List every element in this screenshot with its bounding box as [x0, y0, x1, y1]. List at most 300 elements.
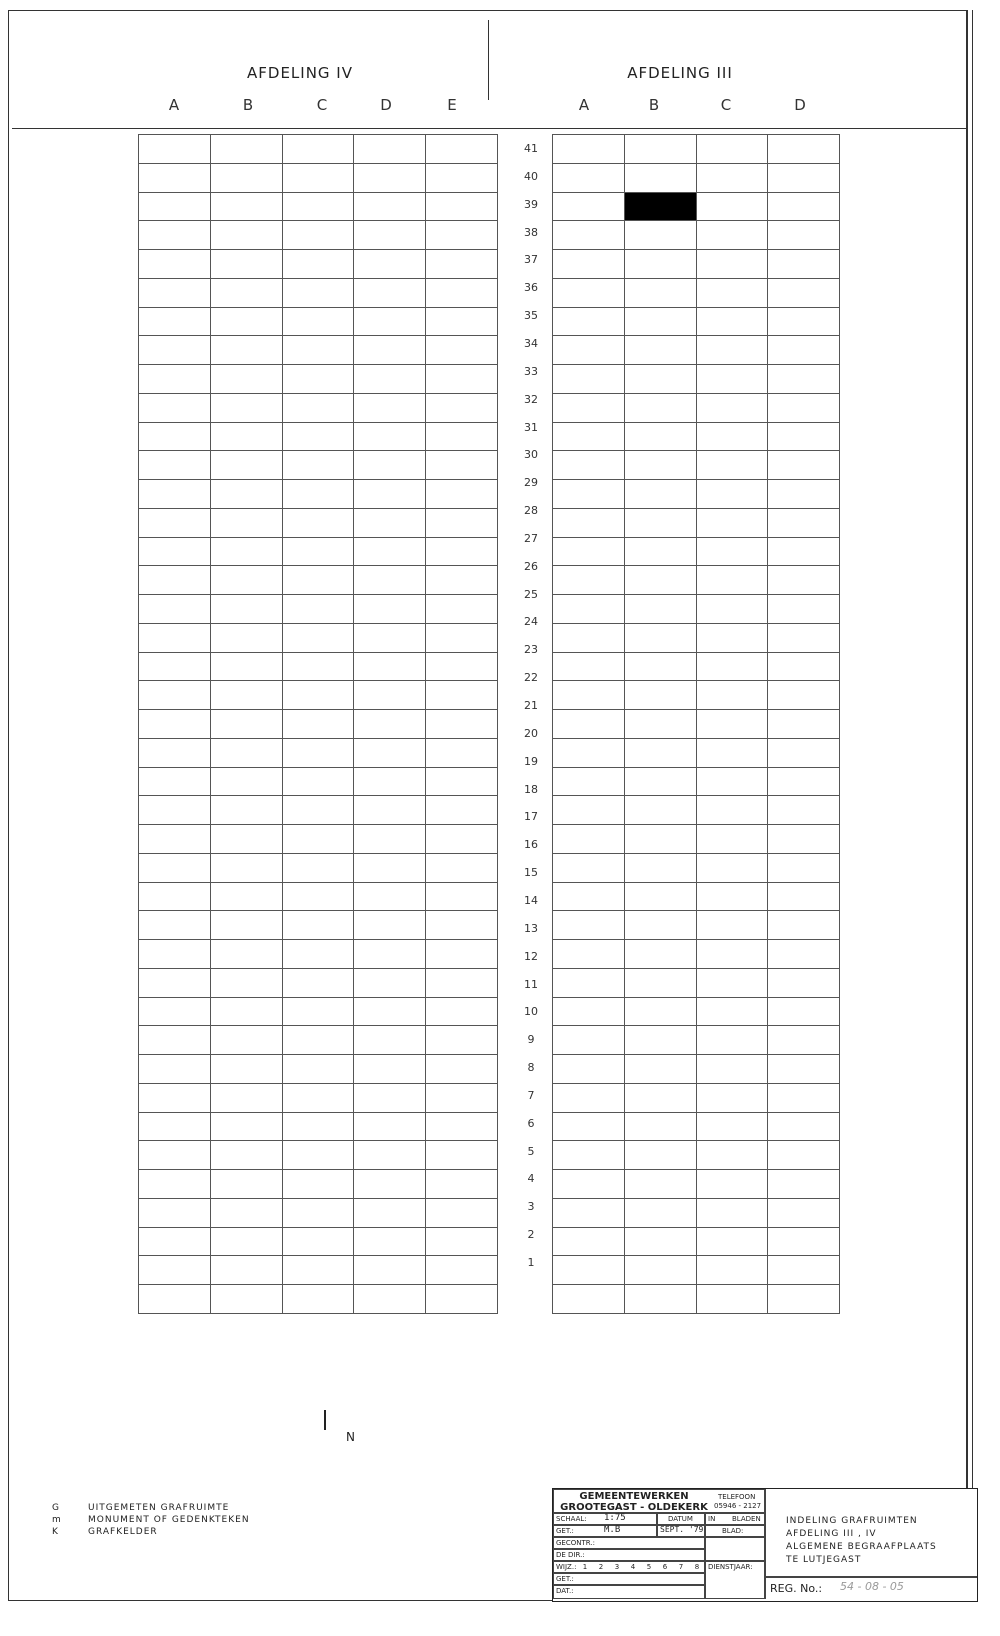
- afdeling-iii-row-17: [553, 825, 840, 854]
- afdeling-iv-plot-a-21: [139, 710, 211, 739]
- afdeling-iv-plot-a-34: [139, 336, 211, 365]
- afdeling-iii-plot-a-37: [553, 250, 625, 279]
- row-number-26: 26: [524, 559, 538, 573]
- afdeling-iii-row-10: [553, 1026, 840, 1055]
- afdeling-iv-plot-a-36: [139, 278, 211, 307]
- afdeling-iv-row-19: [139, 767, 498, 796]
- afdeling-iv-plot-d-29: [354, 480, 426, 509]
- afdeling-iii-plot-b-15: [624, 882, 696, 911]
- afdeling-iv-plot-d-40: [354, 163, 426, 192]
- afdeling-iv-plot-c-3: [282, 1227, 354, 1256]
- afdeling-iv-plot-d-10: [354, 1026, 426, 1055]
- afdeling-iii-row-3: [553, 1227, 840, 1256]
- afdeling-iv-plot-c-23: [282, 652, 354, 681]
- afdeling-iii-plot-d-31: [768, 422, 840, 451]
- row-number-29: 29: [524, 476, 538, 490]
- afdeling-iv-row-7: [139, 1112, 498, 1141]
- afdeling-iii-plot-c-10: [696, 1026, 768, 1055]
- afdeling-iv-row-1: [139, 1285, 498, 1314]
- afdeling-iv-plot-b-27: [210, 537, 282, 566]
- afdeling-iii-row-29: [553, 480, 840, 509]
- afdeling-iv-row-17: [139, 825, 498, 854]
- afdeling-iv-row-13: [139, 940, 498, 969]
- afdeling-iv-plot-c-7: [282, 1112, 354, 1141]
- afdeling-iii-row-2: [553, 1256, 840, 1285]
- afdeling-iii-plot-b-5: [624, 1170, 696, 1199]
- afdeling-iv-grid: [138, 134, 498, 1314]
- afdeling-iv-plot-a-33: [139, 365, 211, 394]
- afdeling-iii-plot-a-38: [553, 221, 625, 250]
- afdeling-iii-plot-a-5: [553, 1170, 625, 1199]
- wuz-label: WIJZ.:: [556, 1563, 577, 1571]
- afdeling-iv-plot-b-19: [210, 767, 282, 796]
- afdeling-iv-row-35: [139, 307, 498, 336]
- afdeling-iv-plot-b-28: [210, 508, 282, 537]
- afdeling-iii-row-33: [553, 365, 840, 394]
- afdeling-iv-plot-b-29: [210, 480, 282, 509]
- afdeling-iv-plot-b-23: [210, 652, 282, 681]
- afdeling-iv-plot-b-10: [210, 1026, 282, 1055]
- afdeling-iii-row-5: [553, 1170, 840, 1199]
- afdeling-iii-plot-c-31: [696, 422, 768, 451]
- afdeling-iii-row-39: [553, 192, 840, 221]
- row-number-22: 22: [524, 671, 538, 685]
- row-number-21: 21: [524, 699, 538, 712]
- afdeling-iv-plot-b-14: [210, 911, 282, 940]
- afdeling-iii-plot-c-27: [696, 537, 768, 566]
- afdeling-iv-plot-c-11: [282, 997, 354, 1026]
- wuz-number: 5: [646, 1563, 652, 1571]
- afdeling-iv-plot-a-27: [139, 537, 211, 566]
- afdeling-iii-plot-c-1: [696, 1285, 768, 1314]
- afdeling-iv-plot-e-26: [426, 566, 498, 595]
- afdeling-iv-plot-a-19: [139, 767, 211, 796]
- afdeling-iii-plot-a-14: [553, 911, 625, 940]
- company-name-line1: GEMEENTEWERKEN: [579, 1491, 689, 1502]
- row-number-25: 25: [524, 587, 538, 601]
- afdeling-iv-plot-e-15: [426, 882, 498, 911]
- afdeling-iii-plot-d-6: [768, 1141, 840, 1170]
- afdeling-iii-plot-a-12: [553, 968, 625, 997]
- afdeling-iii-plot-b-11: [624, 997, 696, 1026]
- afdeling-iv-plot-c-26: [282, 566, 354, 595]
- afdeling-iii-plot-c-35: [696, 307, 768, 336]
- afdeling-iv-plot-d-14: [354, 911, 426, 940]
- afdeling-iii-plot-a-20: [553, 738, 625, 767]
- afdeling-iii-plot-a-28: [553, 508, 625, 537]
- afdeling-iii-row-30: [553, 451, 840, 480]
- afdeling-iv-row-37: [139, 250, 498, 279]
- afdeling-iv-plot-a-17: [139, 825, 211, 854]
- afdeling-iv-row-4: [139, 1198, 498, 1227]
- afdeling-iii-plot-a-33: [553, 365, 625, 394]
- afdeling-iv-plot-e-14: [426, 911, 498, 940]
- afdeling-iv-plot-c-28: [282, 508, 354, 537]
- row-number-36: 36: [524, 281, 538, 295]
- afdeling-iii-plot-b-35: [624, 307, 696, 336]
- afdeling-iv-plot-b-5: [210, 1170, 282, 1199]
- afdeling-iv-plot-e-13: [426, 940, 498, 969]
- afdeling-iv-plot-c-40: [282, 163, 354, 192]
- afdeling-iii-plot-d-11: [768, 997, 840, 1026]
- afdeling-iv-plot-b-18: [210, 796, 282, 825]
- afdeling-iv-plot-e-4: [426, 1198, 498, 1227]
- afdeling-iv-plot-b-31: [210, 422, 282, 451]
- afdeling-iv-plot-b-39: [210, 192, 282, 221]
- afdeling-iv-plot-e-19: [426, 767, 498, 796]
- row-number-9: 9: [527, 1033, 535, 1047]
- row-number-20: 20: [524, 726, 538, 740]
- afdeling-iv-plot-c-10: [282, 1026, 354, 1055]
- afdeling-iii-plot-d-19: [768, 767, 840, 796]
- afdeling-iii-row-31: [553, 422, 840, 451]
- row-number-24: 24: [524, 615, 538, 629]
- afdeling-iv-row-27: [139, 537, 498, 566]
- dienstjaar-label: DIENSTJAAR:: [708, 1563, 753, 1571]
- blad-label: BLAD:: [722, 1527, 744, 1535]
- afdeling-iii-plot-b-40: [624, 163, 696, 192]
- afdeling-iv-plot-d-25: [354, 595, 426, 624]
- afdeling-iv-plot-b-11: [210, 997, 282, 1026]
- afdeling-iii-plot-c-17: [696, 825, 768, 854]
- afdeling-iv-plot-c-39: [282, 192, 354, 221]
- afdeling-iii-plot-a-25: [553, 595, 625, 624]
- afdeling-iv-plot-a-26: [139, 566, 211, 595]
- afdeling-iv-plot-b-21: [210, 710, 282, 739]
- afdeling-iv-plot-a-1: [139, 1285, 211, 1314]
- afdeling-iv-row-11: [139, 997, 498, 1026]
- afdeling-iii-plot-c-30: [696, 451, 768, 480]
- afdeling-iv-plot-d-27: [354, 537, 426, 566]
- afdeling-iv-plot-c-21: [282, 710, 354, 739]
- afdeling-iv-plot-d-13: [354, 940, 426, 969]
- title-block: [552, 1488, 978, 1602]
- afdeling-iv-plot-c-5: [282, 1170, 354, 1199]
- col-letter-iv-c: C: [316, 96, 328, 114]
- afdeling-iii-plot-b-8: [624, 1083, 696, 1112]
- afdeling-iv-plot-e-7: [426, 1112, 498, 1141]
- afdeling-iii-plot-d-32: [768, 393, 840, 422]
- afdeling-iv-plot-b-33: [210, 365, 282, 394]
- afdeling-iv-plot-b-22: [210, 681, 282, 710]
- afdeling-iv-row-15: [139, 882, 498, 911]
- afdeling-iii-plot-d-34: [768, 336, 840, 365]
- afdeling-iv-plot-e-31: [426, 422, 498, 451]
- afdeling-iv-plot-e-23: [426, 652, 498, 681]
- afdeling-iv-row-6: [139, 1141, 498, 1170]
- legend-symbol: K: [52, 1527, 59, 1537]
- afdeling-iii-plot-c-33: [696, 365, 768, 394]
- north-label: N: [346, 1430, 355, 1444]
- afdeling-iii-plot-d-37: [768, 250, 840, 279]
- afdeling-iii-plot-d-14: [768, 911, 840, 940]
- afdeling-iv-plot-a-25: [139, 595, 211, 624]
- afdeling-iii-plot-b-3: [624, 1227, 696, 1256]
- afdeling-iv-plot-c-38: [282, 221, 354, 250]
- legend-row-g: [52, 1502, 250, 1514]
- afdeling-iii-plot-d-24: [768, 623, 840, 652]
- reg-value: 54 - 08 - 05: [840, 1580, 904, 1593]
- afdeling-iv-plot-a-15: [139, 882, 211, 911]
- afdeling-iv-plot-e-21: [426, 710, 498, 739]
- afdeling-iii-plot-a-17: [553, 825, 625, 854]
- afdeling-iv-plot-e-9: [426, 1055, 498, 1084]
- afdeling-iv-plot-d-3: [354, 1227, 426, 1256]
- afdeling-iii-plot-b-34: [624, 336, 696, 365]
- afdeling-iii-plot-a-23: [553, 652, 625, 681]
- afdeling-iv-row-8: [139, 1083, 498, 1112]
- wuz-number: 6: [662, 1563, 668, 1571]
- afdeling-iii-plot-c-25: [696, 595, 768, 624]
- legend: [52, 1502, 250, 1538]
- afdeling-iv-row-21: [139, 710, 498, 739]
- afdeling-iii-plot-d-2: [768, 1256, 840, 1285]
- row-number-10: 10: [524, 1005, 538, 1019]
- row-number-7: 7: [527, 1088, 535, 1102]
- row-number-1: 1: [527, 1256, 535, 1269]
- afdeling-iv-plot-a-30: [139, 451, 211, 480]
- afdeling-iii-plot-b-20: [624, 738, 696, 767]
- afdeling-iv-plot-a-41: [139, 135, 211, 164]
- row-number-34: 34: [524, 336, 538, 350]
- afdeling-iv-plot-d-21: [354, 710, 426, 739]
- afdeling-iii-plot-b-32: [624, 393, 696, 422]
- afdeling-iii-plot-c-8: [696, 1083, 768, 1112]
- afdeling-iii-plot-d-41: [768, 135, 840, 164]
- afdeling-iii-row-36: [553, 278, 840, 307]
- afdeling-iii-plot-b-31: [624, 422, 696, 451]
- afdeling-iii-plot-d-10: [768, 1026, 840, 1055]
- afdeling-iii-plot-c-15: [696, 882, 768, 911]
- get-label: GET.:: [556, 1527, 574, 1535]
- afdeling-iv-row-25: [139, 595, 498, 624]
- afdeling-iv-plot-c-34: [282, 336, 354, 365]
- afdeling-iii-plot-a-2: [553, 1256, 625, 1285]
- afdeling-iii-row-37: [553, 250, 840, 279]
- afdeling-iii-plot-a-21: [553, 710, 625, 739]
- frame-right-border: [966, 10, 968, 1600]
- afdeling-iii-plot-a-27: [553, 537, 625, 566]
- afdeling-iii-plot-a-16: [553, 853, 625, 882]
- frame-left-border: [8, 10, 9, 1600]
- afdeling-iii-plot-b-27: [624, 537, 696, 566]
- afdeling-iii-row-22: [553, 681, 840, 710]
- afdeling-iii-plot-c-40: [696, 163, 768, 192]
- afdeling-iv-plot-d-38: [354, 221, 426, 250]
- afdeling-iv-row-22: [139, 681, 498, 710]
- afdeling-iv-plot-e-41: [426, 135, 498, 164]
- afdeling-iv-plot-e-33: [426, 365, 498, 394]
- afdeling-iv-plot-d-1: [354, 1285, 426, 1314]
- afdeling-iv-plot-a-18: [139, 796, 211, 825]
- row-number-35: 35: [524, 309, 538, 323]
- afdeling-iv-plot-b-9: [210, 1055, 282, 1084]
- legend-row-k: [52, 1526, 250, 1538]
- afdeling-iii-plot-d-20: [768, 738, 840, 767]
- afdeling-iv-plot-d-39: [354, 192, 426, 221]
- afdeling-iii-plot-c-14: [696, 911, 768, 940]
- afdeling-iv-plot-c-36: [282, 278, 354, 307]
- north-arrow-icon: [324, 1410, 326, 1430]
- afdeling-iv-plot-d-32: [354, 393, 426, 422]
- afdeling-iv-plot-e-17: [426, 825, 498, 854]
- afdeling-iv-plot-d-24: [354, 623, 426, 652]
- afdeling-iii-plot-d-21: [768, 710, 840, 739]
- in-cell: [705, 1513, 765, 1525]
- afdeling-iv-plot-a-6: [139, 1141, 211, 1170]
- afdeling-iv-plot-c-24: [282, 623, 354, 652]
- afdeling-iv-plot-d-2: [354, 1256, 426, 1285]
- afdeling-iii-row-40: [553, 163, 840, 192]
- afdeling-iv-plot-d-7: [354, 1112, 426, 1141]
- afdeling-iv-plot-a-8: [139, 1083, 211, 1112]
- afdeling-iii-row-19: [553, 767, 840, 796]
- afdeling-iii-plot-c-37: [696, 250, 768, 279]
- afdeling-iii-plot-b-16: [624, 853, 696, 882]
- row-number-23: 23: [524, 643, 538, 657]
- afdeling-iv-plot-e-40: [426, 163, 498, 192]
- afdeling-iii-plot-a-24: [553, 623, 625, 652]
- col-letter-iv-a: A: [168, 96, 180, 114]
- afdeling-iv-plot-b-13: [210, 940, 282, 969]
- schaal-value: 1:75: [604, 1513, 626, 1523]
- afdeling-iii-plot-d-36: [768, 278, 840, 307]
- afdeling-iii-plot-a-32: [553, 393, 625, 422]
- afdeling-iii-plot-d-22: [768, 681, 840, 710]
- row-number-8: 8: [527, 1061, 535, 1075]
- afdeling-iv-plot-c-22: [282, 681, 354, 710]
- legend-symbol: m: [52, 1515, 62, 1525]
- description-line-2: AFDELING III , IV: [786, 1529, 877, 1539]
- title-block-company-cell: [553, 1489, 765, 1513]
- afdeling-iii-plot-b-9: [624, 1055, 696, 1084]
- afdeling-iv-plot-e-20: [426, 738, 498, 767]
- afdeling-iv-plot-e-12: [426, 968, 498, 997]
- afdeling-iii-plot-b-10: [624, 1026, 696, 1055]
- afdeling-iv-plot-b-12: [210, 968, 282, 997]
- afdeling-iii-plot-c-34: [696, 336, 768, 365]
- afdeling-iii-row-27: [553, 537, 840, 566]
- row-number-31: 31: [524, 420, 538, 434]
- afdeling-iii-plot-d-29: [768, 480, 840, 509]
- col-letter-iv-b: B: [242, 96, 254, 114]
- afdeling-iii-plot-b-17: [624, 825, 696, 854]
- afdeling-iv-plot-e-30: [426, 451, 498, 480]
- afdeling-iii-plot-c-7: [696, 1112, 768, 1141]
- afdeling-iii-plot-a-34: [553, 336, 625, 365]
- afdeling-iii-plot-d-27: [768, 537, 840, 566]
- row-number-2: 2: [527, 1228, 535, 1242]
- wuz-cell: [553, 1561, 705, 1573]
- afdeling-iv-plot-b-38: [210, 221, 282, 250]
- afdeling-iv-plot-c-1: [282, 1285, 354, 1314]
- row-number-column: [516, 134, 546, 1276]
- afdeling-iv-plot-a-40: [139, 163, 211, 192]
- afdeling-iii-plot-a-31: [553, 422, 625, 451]
- afdeling-iii-plot-a-18: [553, 796, 625, 825]
- afdeling-iii-plot-c-5: [696, 1170, 768, 1199]
- afdeling-iv-plot-c-4: [282, 1198, 354, 1227]
- afdeling-iii-row-18: [553, 796, 840, 825]
- afdeling-iii-row-28: [553, 508, 840, 537]
- afdeling-iii-plot-d-12: [768, 968, 840, 997]
- afdeling-iv-plot-d-35: [354, 307, 426, 336]
- afdeling-iii-plot-c-36: [696, 278, 768, 307]
- afdeling-iii-plot-b-18: [624, 796, 696, 825]
- afdeling-iv-plot-a-5: [139, 1170, 211, 1199]
- afdeling-iv-plot-d-22: [354, 681, 426, 710]
- afdeling-iii-plot-c-18: [696, 796, 768, 825]
- afdeling-iii-row-38: [553, 221, 840, 250]
- afdeling-iii-plot-c-2: [696, 1256, 768, 1285]
- afdeling-iii-plot-c-38: [696, 221, 768, 250]
- telefoon-label: TELEFOON: [718, 1493, 756, 1501]
- afdeling-iii-plot-d-30: [768, 451, 840, 480]
- afdeling-iv-plot-e-8: [426, 1083, 498, 1112]
- afdeling-iii-plot-a-15: [553, 882, 625, 911]
- col-letter-iii-c: C: [720, 96, 732, 114]
- get-value: M.B: [604, 1525, 621, 1535]
- afdeling-iv-plot-d-26: [354, 566, 426, 595]
- afdeling-iv-plot-e-27: [426, 537, 498, 566]
- legend-row-m: [52, 1514, 250, 1526]
- afdeling-iv-plot-d-41: [354, 135, 426, 164]
- de-dir-cell: [553, 1549, 705, 1561]
- afdeling-iii-plot-a-26: [553, 566, 625, 595]
- afdeling-iii-plot-b-37: [624, 250, 696, 279]
- row-number-40: 40: [524, 169, 538, 183]
- afdeling-iv-plot-c-25: [282, 595, 354, 624]
- dat-cell: [553, 1585, 705, 1599]
- dat-label: DAT.:: [556, 1587, 574, 1595]
- afdeling-iv-plot-c-16: [282, 853, 354, 882]
- afdeling-iii-plot-c-12: [696, 968, 768, 997]
- afdeling-iv-plot-e-24: [426, 623, 498, 652]
- afdeling-iii-plot-b-30: [624, 451, 696, 480]
- afdeling-iv-plot-c-29: [282, 480, 354, 509]
- afdeling-iv-row-33: [139, 365, 498, 394]
- afdeling-iii-plot-b-39: [624, 192, 696, 221]
- row-number-4: 4: [527, 1172, 535, 1186]
- afdeling-iv-plot-c-31: [282, 422, 354, 451]
- afdeling-iii-plot-c-9: [696, 1055, 768, 1084]
- description-line-1: INDELING GRAFRUIMTEN: [786, 1516, 918, 1526]
- afdeling-iv-plot-c-35: [282, 307, 354, 336]
- afdeling-iv-plot-d-11: [354, 997, 426, 1026]
- afdeling-iv-plot-d-12: [354, 968, 426, 997]
- row-number-16: 16: [524, 838, 538, 852]
- afdeling-iii-title: AFDELING III: [627, 64, 733, 82]
- afdeling-iii-plot-a-30: [553, 451, 625, 480]
- afdeling-iv-plot-b-8: [210, 1083, 282, 1112]
- description-line-4: TE LUTJEGAST: [786, 1555, 862, 1565]
- afdeling-iii-plot-a-7: [553, 1112, 625, 1141]
- afdeling-iv-plot-b-17: [210, 825, 282, 854]
- afdeling-iv-plot-e-11: [426, 997, 498, 1026]
- legend-text: UITGEMETEN GRAFRUIMTE: [88, 1503, 230, 1513]
- afdeling-iii-plot-c-16: [696, 853, 768, 882]
- afdeling-iii-plot-b-2: [624, 1256, 696, 1285]
- afdeling-iv-plot-a-28: [139, 508, 211, 537]
- afdeling-iv-plot-b-6: [210, 1141, 282, 1170]
- afdeling-iv-plot-a-39: [139, 192, 211, 221]
- blad-cell: [705, 1525, 765, 1537]
- afdeling-iv-plot-d-17: [354, 825, 426, 854]
- afdeling-iv-plot-a-4: [139, 1198, 211, 1227]
- afdeling-iii-plot-c-13: [696, 940, 768, 969]
- afdeling-iii-plot-a-8: [553, 1083, 625, 1112]
- afdeling-iii-plot-c-41: [696, 135, 768, 164]
